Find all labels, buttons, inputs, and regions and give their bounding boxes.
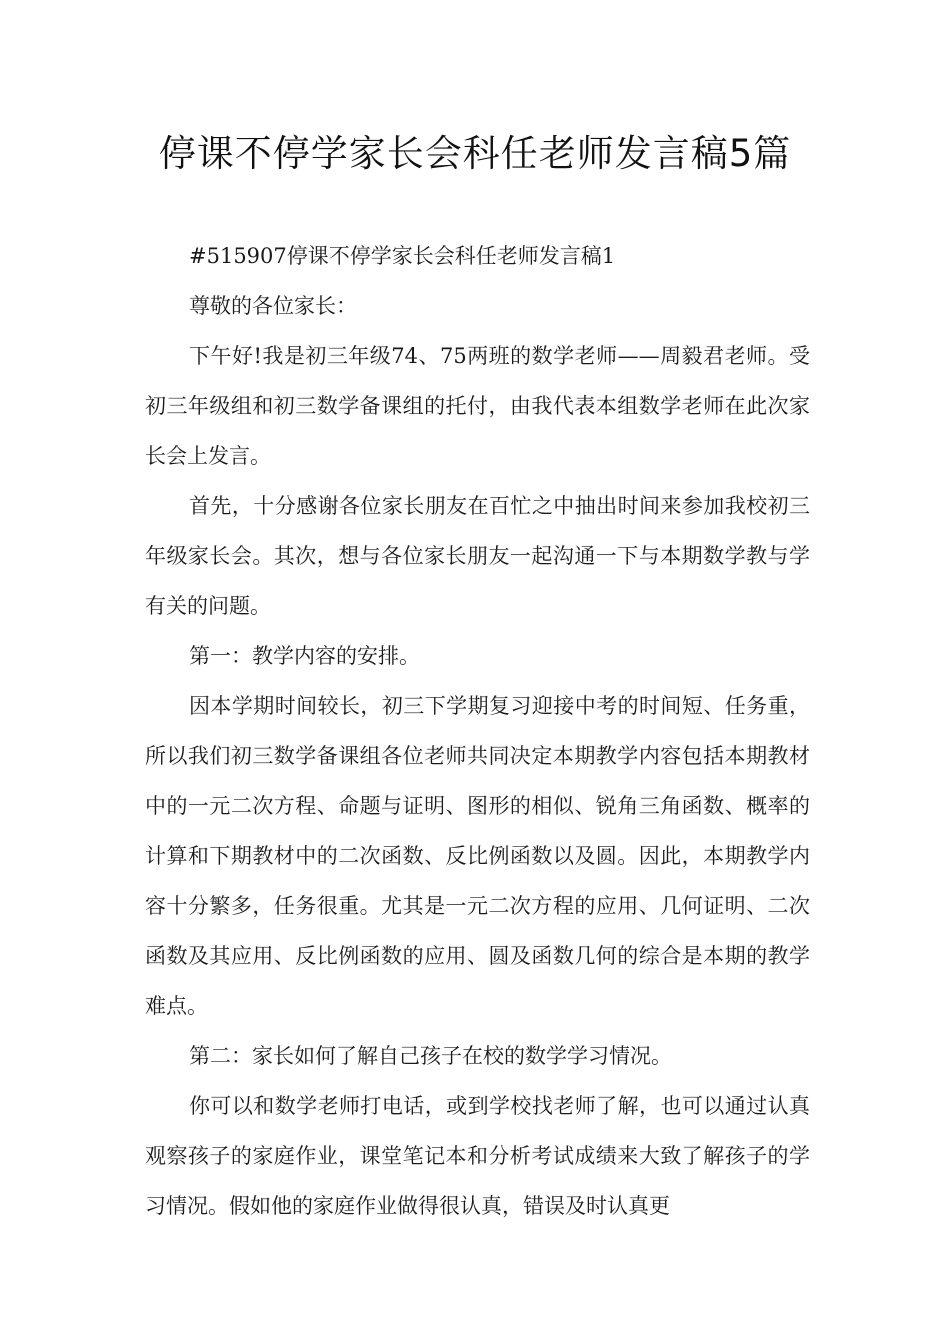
paragraph: 下午好!我是初三年级74、75两班的数学老师——周毅君老师。受初三年级组和初三数学备课组的托付，由我代表本组数学老师在此次家长会上发言。 [145,344,810,468]
paragraph: 因本学期时间较长，初三下学期复习迎接中考的时间短、任务重，所以我们初三数学备课组各位老师共同决定本期教学内容包括本期教材中的一元二次方程、命题与证明、图形的相似、锐角三角函数、概率的计算和下期教材中的二次函数、反比例函数以及圆。因此，本期教学内容十分繁多，任务很重。尤其是一元二次方程的应用、几何证明、二次函数及其应用、反比例函数的应用、圆及函数几何的综合是本期的教学难点。 [145,694,810,1018]
document-title: 停课不停学家长会科任老师发言稿5篇 [158,132,792,175]
paragraph: 尊敬的各位家长： [189,294,357,318]
document-body [145,231,810,1231]
paragraph: #515907停课不停学家长会科任老师发言稿1 [189,244,616,268]
paragraph: 第二：家长如何了解自己孩子在校的数学学习情况。 [189,1044,672,1068]
paragraph: 第一：教学内容的安排。 [189,644,420,668]
paragraph: 首先，十分感谢各位家长朋友在百忙之中抽出时间来参加我校初三年级家长会。其次，想与各位家长朋友一起沟通一下与本期数学教与学有关的问题。 [145,494,810,618]
paragraph: 你可以和数学老师打电话，或到学校找老师了解，也可以通过认真观察孩子的家庭作业，课堂笔记本和分析考试成绩来大致了解孩子的学习情况。假如他的家庭作业做得很认真，错误及时认真更 [145,1094,810,1218]
